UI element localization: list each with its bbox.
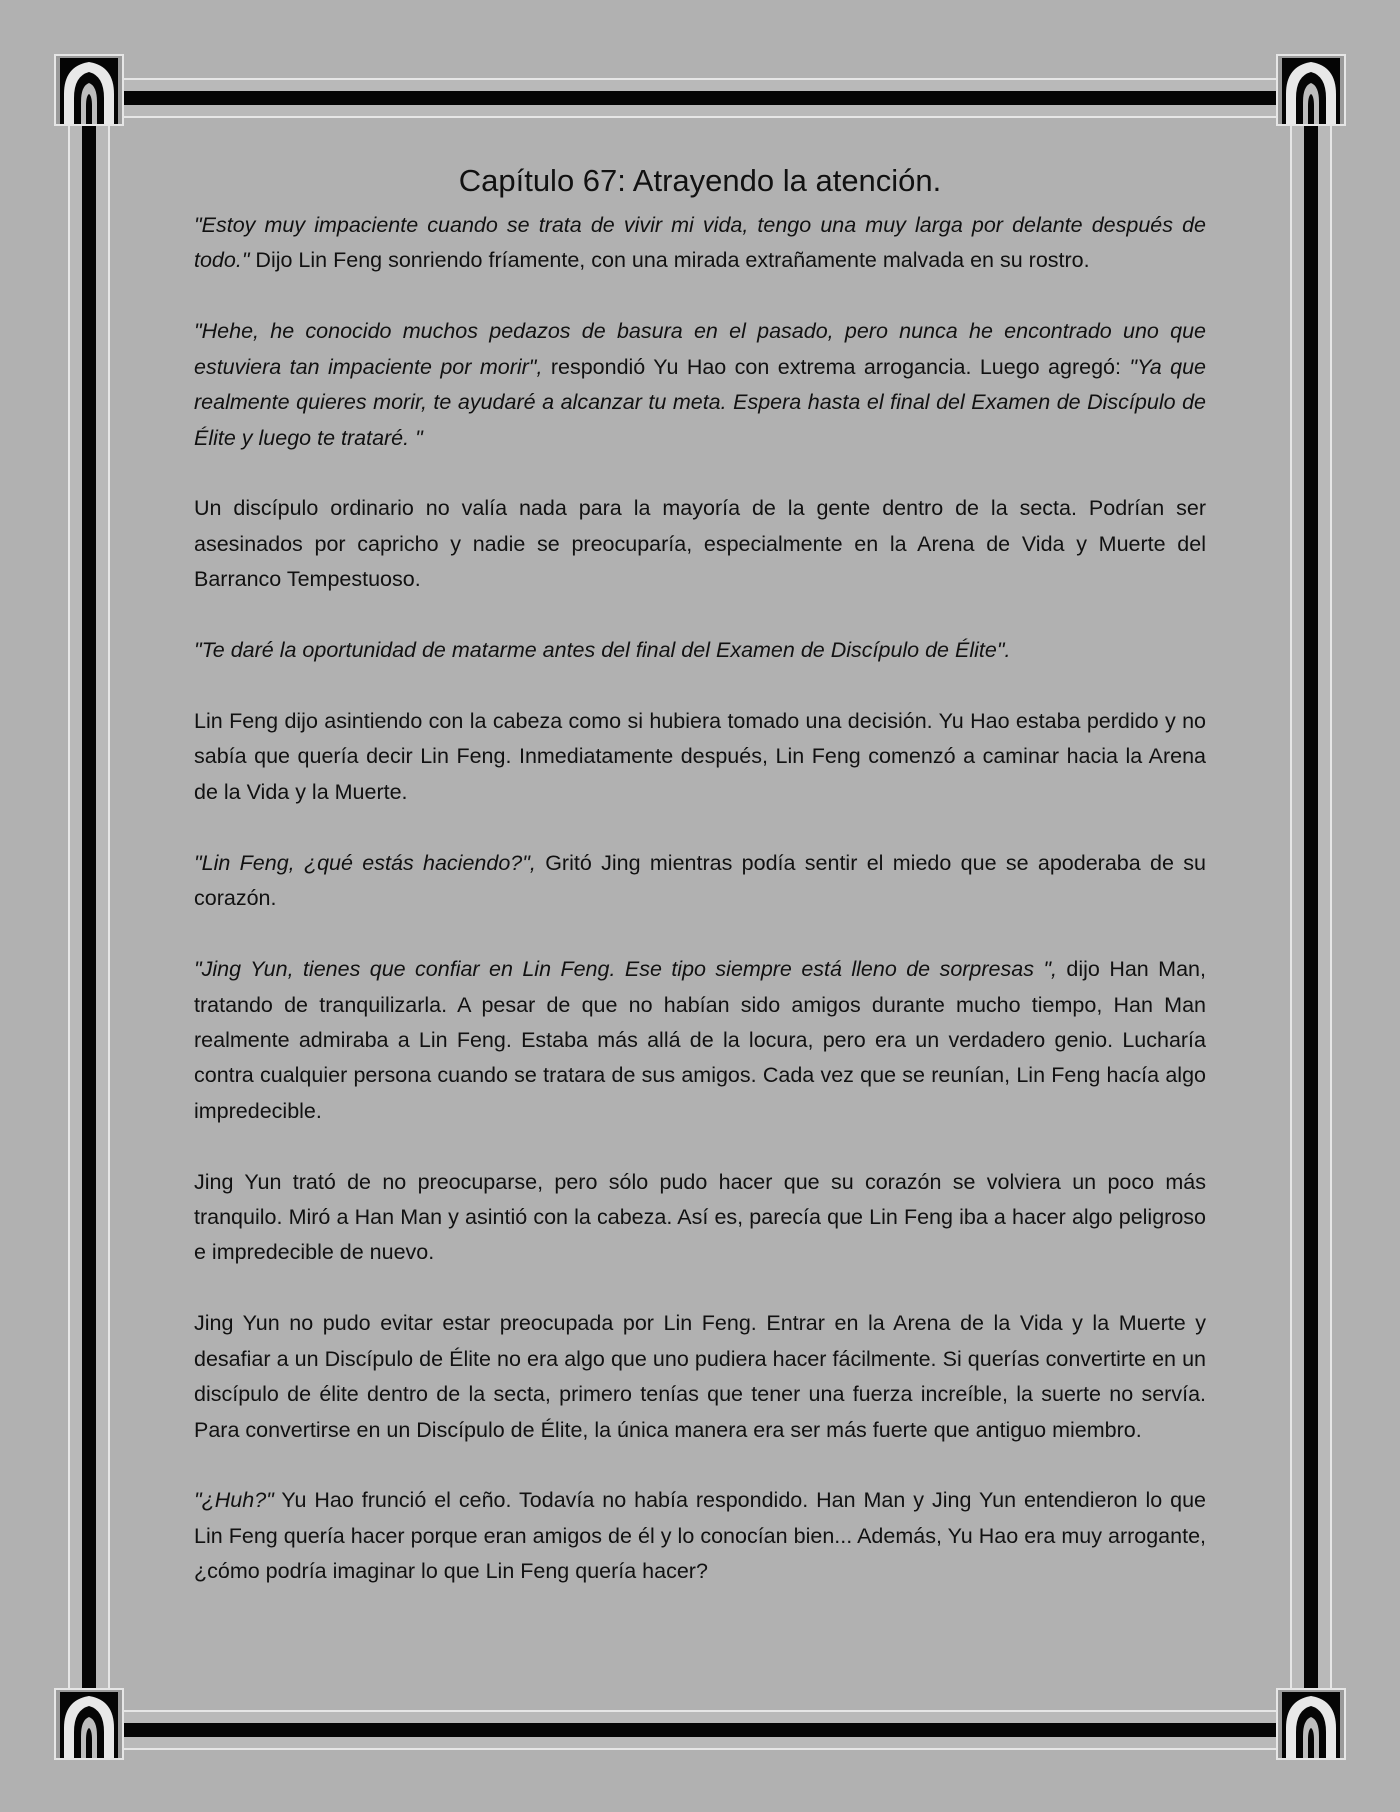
paragraph [194, 846, 1206, 917]
paragraph [194, 952, 1206, 1129]
narration-text: respondió Yu Hao con extrema arrogancia. Luego agregó: [542, 354, 1130, 379]
narration-text: dijo Han Man, tratando de tranquilizarla. A pesar de que no habían sido amigos durante mucho tiempo, Han Man realmente admiraba a Lin Feng. Estaba más allá de la locura, pero era un verdadero genio. Lucharía contra cualquier persona cuando se tratara de sus amigos. Cada vez que se reunían, Lin Feng hacía algo impredecible. [194, 957, 1206, 1123]
chapter-title: Capítulo 67: Atrayendo la atención. [458, 163, 942, 198]
paragraph [194, 208, 1206, 279]
narration-text: Jing Yun no pudo evitar estar preocupada por Lin Feng. Entrar en la Arena de la Vida y la Muerte y desafiar a un Discípulo de Élite no era algo que uno pudiera hacer fácilmente. Si querías convertirte en un discípulo de élite dentro de la secta, primero tenías que tener una fuerza increíble, la suerte no servía. Para convertirse en un Discípulo de Élite, la única manera era ser más fuerte que antiguo miembro. [194, 1311, 1206, 1442]
narration-text: Gritó Jing mientras podía sentir el miedo que se apoderaba de su corazón. [194, 850, 1207, 911]
narration-text: Un discípulo ordinario no valía nada para la mayoría de la gente dentro de la secta. Podrían ser asesinados por capricho y nadie se preocuparía, especialmente en la Arena de Vida y Muerte del Barranco Tempestuoso. [194, 496, 1206, 592]
paragraph [194, 633, 1206, 668]
paragraph [194, 1306, 1206, 1448]
dialogue-text: "Hehe, he conocido muchos pedazos de basura en el pasado, pero nunca he encontrado uno que estuviera tan impaciente por morir", [194, 319, 1206, 379]
chapter-body [194, 160, 1206, 1625]
frame-corner-ornament-icon [1276, 54, 1346, 126]
narration-text: Yu Hao frunció el ceño. Todavía no había respondido. Han Man y Jing Yun entendieron lo que Lin Feng quería hacer porque eran amigos de él y lo conocían bien... Además, Yu Hao era muy arrogante, ¿cómo podría imaginar lo que Lin Feng quería hacer? [194, 1488, 1206, 1584]
frame-top-border [100, 78, 1300, 118]
dialogue-text: "¿Huh?" [194, 1488, 274, 1513]
narration-text: Lin Feng dijo asintiendo con la cabeza como si hubiera tomado una decisión. Yu Hao estaba perdido y no sabía que quería decir Lin Feng. Inmediatamente después, Lin Feng comenzó a caminar hacia la Arena de la Vida y la Muerte. [194, 709, 1206, 804]
dialogue-text: "Ya que realmente quieres morir, te ayudaré a alcanzar tu meta. Espera hasta el final del Examen de Discípulo de Élite y luego te trataré. " [194, 354, 1206, 450]
paragraph [194, 704, 1206, 810]
paragraph [194, 314, 1206, 456]
narration-text: Dijo Lin Feng sonriendo fríamente, con una mirada extrañamente malvada en su rostro. [249, 248, 1090, 273]
paragraph [194, 1165, 1206, 1271]
paragraph [194, 1483, 1206, 1589]
frame-left-border [68, 100, 110, 1760]
dialogue-text: "Jing Yun, tienes que confiar en Lin Feng. Ese tipo siempre está lleno de sorpresas ", [194, 957, 1057, 982]
frame-corner-ornament-icon [54, 54, 124, 126]
paragraph-list [194, 208, 1206, 1590]
paragraph [194, 491, 1206, 597]
dialogue-text: "Te daré la oportunidad de matarme antes del final del Examen de Discípulo de Élite". [194, 638, 1011, 663]
frame-bottom-border [100, 1710, 1300, 1750]
frame-right-border [1290, 100, 1332, 1760]
frame-corner-ornament-icon [54, 1688, 124, 1760]
frame-corner-ornament-icon [1276, 1688, 1346, 1760]
dialogue-text: "Lin Feng, ¿qué estás haciendo?", [194, 850, 536, 875]
dialogue-text: "Estoy muy impaciente cuando se trata de vivir mi vida, tengo una muy larga por delante después de todo." [194, 213, 1206, 273]
narration-text: Jing Yun trató de no preocuparse, pero sólo pudo hacer que su corazón se volviera un poco más tranquilo. Miró a Han Man y asintió con la cabeza. Así es, parecía que Lin Feng iba a hacer algo peligroso e impredecible de nuevo. [194, 1169, 1206, 1265]
